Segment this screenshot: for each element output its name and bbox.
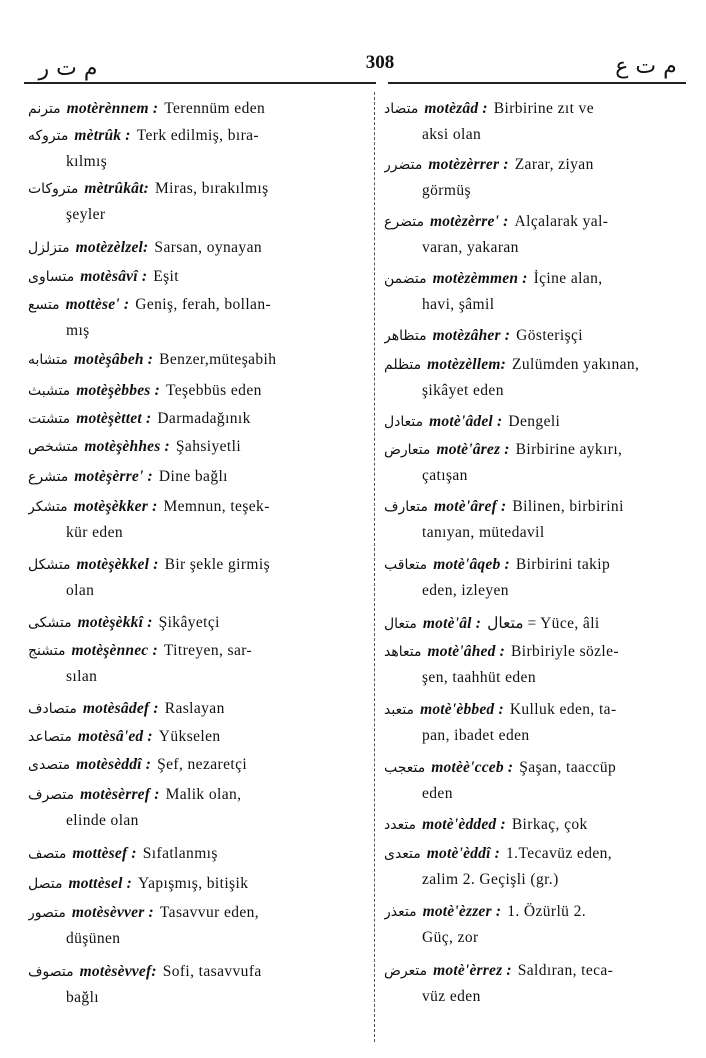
entry-headword: motèzâd :	[424, 100, 488, 117]
entry-headword: motèşèkkî :	[77, 614, 153, 631]
entry-headword: motèşèkkel :	[76, 556, 159, 573]
entry-arabic-word: متعال	[384, 616, 417, 632]
entry-headword: motè'èzzer :	[422, 903, 502, 920]
entry-arabic-word: متشخص	[28, 439, 79, 455]
entry-first-line	[28, 782, 368, 808]
dictionary-entry	[384, 899, 690, 950]
entry-headword: motèzèrrer :	[428, 156, 509, 173]
dictionary-entry	[384, 958, 690, 1009]
entry-first-line	[28, 434, 368, 460]
entry-arabic-word: متشكى	[28, 615, 72, 631]
entry-definition-continuation: bağlı	[66, 989, 99, 1006]
entry-headword: mottèse' :	[65, 296, 130, 313]
entry-definition: Teşebbüs eden	[165, 382, 262, 399]
entry-arabic-word: متشنج	[28, 643, 66, 659]
entry-arabic-word: متشكل	[28, 557, 71, 573]
entry-definition: Titreyen, sar-	[163, 642, 253, 659]
dictionary-entry	[28, 638, 368, 689]
entry-headword: motè'ârez :	[436, 441, 510, 458]
entry-definition-continuation: düşünen	[66, 930, 121, 947]
entry-definition: Şef, nezaretçi	[157, 756, 248, 773]
entry-arabic-word: متعجب	[384, 760, 426, 776]
entry-headword: mètrûkât:	[84, 180, 149, 197]
entry-definition: Birkaç, çok	[511, 816, 588, 833]
entry-definition: متعال = Yüce, âli	[487, 615, 600, 632]
entry-definition-continuation: kılmış	[66, 153, 108, 170]
entry-definition-continuation: elinde olan	[66, 812, 139, 829]
dictionary-entry	[384, 266, 690, 317]
entry-definition: Tasavvur eden,	[159, 904, 260, 921]
entry-first-line	[384, 611, 690, 637]
entry-definition: Raslayan	[164, 700, 225, 717]
entry-arabic-word: متعادل	[384, 414, 424, 430]
entry-arabic-word: متعاهد	[384, 644, 422, 660]
entry-first-line	[384, 639, 690, 665]
entry-arabic-word: متظلم	[384, 357, 422, 373]
entry-definition-continuation: şikâyet eden	[422, 382, 504, 399]
entry-first-line	[28, 292, 368, 318]
entry-arabic-word: متعارض	[384, 442, 431, 458]
entry-headword: motè'âhed :	[427, 643, 506, 660]
entry-first-line	[28, 494, 368, 520]
entry-first-line	[28, 552, 368, 578]
entry-first-line	[28, 696, 368, 722]
entry-arabic-word: متعرض	[384, 963, 428, 979]
entry-first-line	[28, 724, 368, 750]
dictionary-entry	[384, 152, 690, 203]
entry-arabic-word: متصوف	[28, 964, 74, 980]
entry-definition: Memnun, teşek-	[163, 498, 270, 515]
entry-headword: motèsèrref :	[80, 786, 160, 803]
entry-first-line	[384, 96, 690, 122]
entry-definition-continuation: aksi olan	[422, 126, 482, 143]
entry-definition: Birbirine zıt ve	[493, 100, 594, 117]
entry-headword: motèsâvî :	[80, 268, 148, 285]
entry-definition: Saldıran, teca-	[517, 962, 614, 979]
entry-first-line	[28, 378, 368, 404]
column-divider	[374, 92, 375, 1042]
entry-first-line	[28, 264, 368, 290]
entry-definition-continuation: şen, taahhüt eden	[422, 669, 536, 686]
entry-definition: Zulümden yakınan,	[512, 356, 640, 373]
entry-definition: Kulluk eden, ta-	[509, 701, 617, 718]
dictionary-entry	[384, 755, 690, 806]
entry-headword: motè'èdded :	[422, 816, 506, 833]
entry-definition: Darmadağınık	[157, 410, 251, 427]
entry-first-line	[28, 235, 368, 261]
entry-headword: motè'èbbed :	[420, 701, 504, 718]
entry-arabic-word: متضمن	[384, 271, 427, 287]
dictionary-entry	[384, 96, 690, 147]
entry-definition-continuation: havi, şâmil	[422, 296, 495, 313]
entry-first-line	[28, 752, 368, 778]
entry-definition: Dengeli	[508, 413, 561, 430]
entry-arabic-word: متصاعد	[28, 729, 72, 745]
entry-definition: Birbirini takip	[515, 556, 611, 573]
dictionary-entry	[384, 323, 690, 349]
entry-definition: Birbiriyle sözle-	[511, 643, 619, 660]
entry-arabic-word: متصرف	[28, 787, 75, 803]
dictionary-entry	[384, 697, 690, 748]
header-rule-left	[24, 82, 376, 84]
page-number: 308	[365, 52, 395, 73]
entry-arabic-word: متشرع	[28, 469, 69, 485]
entry-definition: Şaşan, taaccüp	[519, 759, 617, 776]
entry-headword: motè'âdel :	[429, 413, 503, 430]
dictionary-entry	[28, 959, 368, 1010]
dictionary-entry	[28, 434, 368, 460]
entry-definition: Yapışmış, bitişik	[138, 875, 249, 892]
entry-headword: motèzèllem:	[427, 356, 506, 373]
entry-definition-continuation: mış	[66, 322, 90, 339]
entry-arabic-word: متعدد	[384, 817, 417, 833]
entry-definition: Sıfatlanmış	[142, 845, 218, 862]
entry-first-line	[384, 266, 690, 292]
header-rule-right	[388, 82, 686, 84]
dictionary-entry	[28, 724, 368, 750]
entry-definition: Benzer,müteşabih	[159, 351, 277, 368]
entry-arabic-word: متشكر	[28, 499, 68, 515]
entry-definition-continuation: Güç, zor	[422, 929, 479, 946]
entry-definition: Miras, bırakılmış	[155, 180, 269, 197]
entry-definition: İçine alan,	[533, 270, 603, 287]
entry-headword: mottèsef :	[72, 845, 137, 862]
entry-headword: motèsèvver :	[71, 904, 154, 921]
entry-first-line	[384, 409, 690, 435]
entry-definition: Bilinen, birbirini	[512, 498, 624, 515]
entry-first-line	[384, 437, 690, 463]
entry-definition-continuation: görmüş	[422, 182, 471, 199]
entry-headword: motèsèvvef:	[79, 963, 157, 980]
entry-definition-continuation: tanıyan, mütedavil	[422, 524, 545, 541]
entry-definition-continuation: eden	[422, 785, 453, 802]
entry-arabic-word: متظاهر	[384, 328, 427, 344]
dictionary-entry	[28, 123, 368, 174]
entry-first-line	[384, 812, 690, 838]
entry-arabic-word: متعارف	[384, 499, 429, 515]
entry-headword: motèè'cceb :	[431, 759, 514, 776]
entry-arabic-word: متصف	[28, 846, 67, 862]
dictionary-entry	[28, 782, 368, 833]
entry-arabic-word: متعذر	[384, 904, 417, 920]
header-right-arabic: م ت ع	[615, 54, 677, 79]
dictionary-entry	[384, 639, 690, 690]
entry-headword: motèsâ'ed :	[77, 728, 153, 745]
entry-definition: Eşit	[153, 268, 179, 285]
dictionary-entry	[28, 464, 368, 490]
entry-headword: motèşènnec :	[71, 642, 158, 659]
entry-definition-continuation: olan	[66, 582, 95, 599]
dictionary-entry	[28, 347, 368, 373]
entry-headword: motèsâdef :	[82, 700, 159, 717]
entry-first-line	[384, 352, 690, 378]
entry-headword: motèşâbeh :	[73, 351, 154, 368]
entry-first-line	[384, 494, 690, 520]
entry-first-line	[384, 323, 690, 349]
entry-definition: Geniş, ferah, bollan-	[135, 296, 272, 313]
entry-arabic-word: متصادف	[28, 701, 77, 717]
entry-headword: motè'èddî :	[426, 845, 501, 862]
entry-headword: motèsèddî :	[76, 756, 152, 773]
entry-arabic-word: متصل	[28, 876, 63, 892]
entry-arabic-word: متضرع	[384, 214, 424, 230]
entry-arabic-word: متروكه	[28, 128, 69, 144]
entry-arabic-word: متضاد	[384, 101, 419, 117]
entry-headword: motè'èrrez :	[433, 962, 512, 979]
entry-definition-continuation: çatışan	[422, 467, 468, 484]
entry-headword: motèşèttet :	[76, 410, 152, 427]
dictionary-entry	[28, 96, 368, 122]
entry-first-line	[28, 610, 368, 636]
entry-arabic-word: متساوى	[28, 269, 75, 285]
dictionary-entry	[384, 209, 690, 260]
entry-arabic-word: مترنم	[28, 101, 61, 117]
entry-headword: motè'âl :	[422, 615, 482, 632]
entry-arabic-word: متشبث	[28, 383, 71, 399]
entry-definition-continuation: şeyler	[66, 206, 106, 223]
entry-first-line	[28, 841, 368, 867]
entry-first-line	[28, 638, 368, 664]
entry-definition: Sarsan, oynayan	[154, 239, 263, 256]
entry-first-line	[28, 176, 368, 202]
entry-headword: mottèsel :	[68, 875, 133, 892]
entry-arabic-word: متروكات	[28, 181, 79, 197]
header-left-arabic: م ت ر	[38, 56, 98, 81]
entry-definition: Yükselen	[158, 728, 221, 745]
entry-first-line	[28, 123, 368, 149]
entry-first-line	[384, 209, 690, 235]
entry-headword: motèrènnem :	[66, 100, 159, 117]
dictionary-entry	[384, 409, 690, 435]
entry-arabic-word: متشتت	[28, 411, 71, 427]
dictionary-entry	[28, 406, 368, 432]
entry-headword: motèzèlzel:	[75, 239, 149, 256]
entry-first-line	[384, 152, 690, 178]
entry-first-line	[384, 755, 690, 781]
entry-definition: Sofi, tasavvufa	[162, 963, 262, 980]
entry-arabic-word: متسع	[28, 297, 60, 313]
entry-headword: motèzèrre' :	[429, 213, 509, 230]
entry-first-line	[28, 96, 368, 122]
entry-headword: motèşèhhes :	[84, 438, 170, 455]
entry-first-line	[384, 958, 690, 984]
entry-definition: Terk edilmiş, bıra-	[136, 127, 259, 144]
entry-headword: mètrûk :	[74, 127, 131, 144]
entry-first-line	[28, 871, 368, 897]
dictionary-entry	[384, 352, 690, 403]
entry-definition: Alçalarak yal-	[514, 213, 609, 230]
entry-first-line	[28, 347, 368, 373]
entry-arabic-word: متضرر	[384, 157, 423, 173]
dictionary-entry	[28, 378, 368, 404]
entry-arabic-word: متعبد	[384, 702, 415, 718]
entry-definition: Bir şekle girmiş	[164, 556, 270, 573]
entry-definition-continuation: vüz eden	[422, 988, 481, 1005]
entry-headword: motèşèkker :	[73, 498, 158, 515]
dictionary-entry	[28, 264, 368, 290]
entry-first-line	[28, 959, 368, 985]
dictionary-entry	[28, 176, 368, 227]
entry-headword: motèzèmmen :	[432, 270, 528, 287]
entry-arabic-word: متعاقب	[384, 557, 428, 573]
entry-arabic-word: متصور	[28, 905, 66, 921]
dictionary-entry	[384, 552, 690, 603]
entry-headword: motè'âref :	[434, 498, 507, 515]
entry-definition: Şahsiyetli	[175, 438, 242, 455]
entry-first-line	[384, 552, 690, 578]
entry-arabic-word: متزلزل	[28, 240, 70, 256]
entry-definition: Şikâyetçi	[158, 614, 220, 631]
entry-headword: motè'âqeb :	[433, 556, 510, 573]
entry-first-line	[28, 406, 368, 432]
dictionary-entry	[384, 841, 690, 892]
entry-definition-continuation: eden, izleyen	[422, 582, 509, 599]
entry-headword: motèşèbbes :	[76, 382, 160, 399]
entry-definition-continuation: zalim 2. Geçişli (gr.)	[422, 871, 559, 888]
entry-definition-continuation: kür eden	[66, 524, 123, 541]
dictionary-entry	[384, 812, 690, 838]
entry-definition-continuation: varan, yakaran	[422, 239, 519, 256]
entry-definition: 1.Tecavüz eden,	[506, 845, 613, 862]
entry-definition: Birbirine aykırı,	[515, 441, 623, 458]
entry-definition-continuation: sılan	[66, 668, 98, 685]
entry-first-line	[384, 899, 690, 925]
dictionary-entry	[28, 900, 368, 951]
entry-arabic-word: متشابه	[28, 352, 68, 368]
entry-definition: 1. Özürlü 2.	[507, 903, 587, 920]
dictionary-entry	[28, 752, 368, 778]
entry-arabic-word: متعدى	[384, 846, 421, 862]
dictionary-entry	[28, 696, 368, 722]
entry-definition: Zarar, ziyan	[514, 156, 594, 173]
dictionary-entry	[28, 871, 368, 897]
entry-definition: Dine bağlı	[158, 468, 228, 485]
dictionary-entry	[28, 841, 368, 867]
entry-definition-continuation: pan, ibadet eden	[422, 727, 530, 744]
entry-definition: Terennüm eden	[164, 100, 266, 117]
entry-first-line	[384, 697, 690, 723]
dictionary-entry	[28, 552, 368, 603]
dictionary-entry	[28, 292, 368, 343]
dictionary-entry	[28, 610, 368, 636]
dictionary-entry	[384, 437, 690, 488]
entry-first-line	[384, 841, 690, 867]
entry-first-line	[28, 464, 368, 490]
dictionary-entry	[28, 494, 368, 545]
entry-definition: Gösterişçi	[516, 327, 583, 344]
entry-headword: motèzâher :	[432, 327, 511, 344]
dictionary-entry	[384, 494, 690, 545]
entry-headword: motèşèrre' :	[74, 468, 153, 485]
entry-definition: Malik olan,	[165, 786, 242, 803]
dictionary-entry	[384, 611, 690, 637]
entry-arabic-word: متصدى	[28, 757, 71, 773]
entry-first-line	[28, 900, 368, 926]
dictionary-entry	[28, 235, 368, 261]
